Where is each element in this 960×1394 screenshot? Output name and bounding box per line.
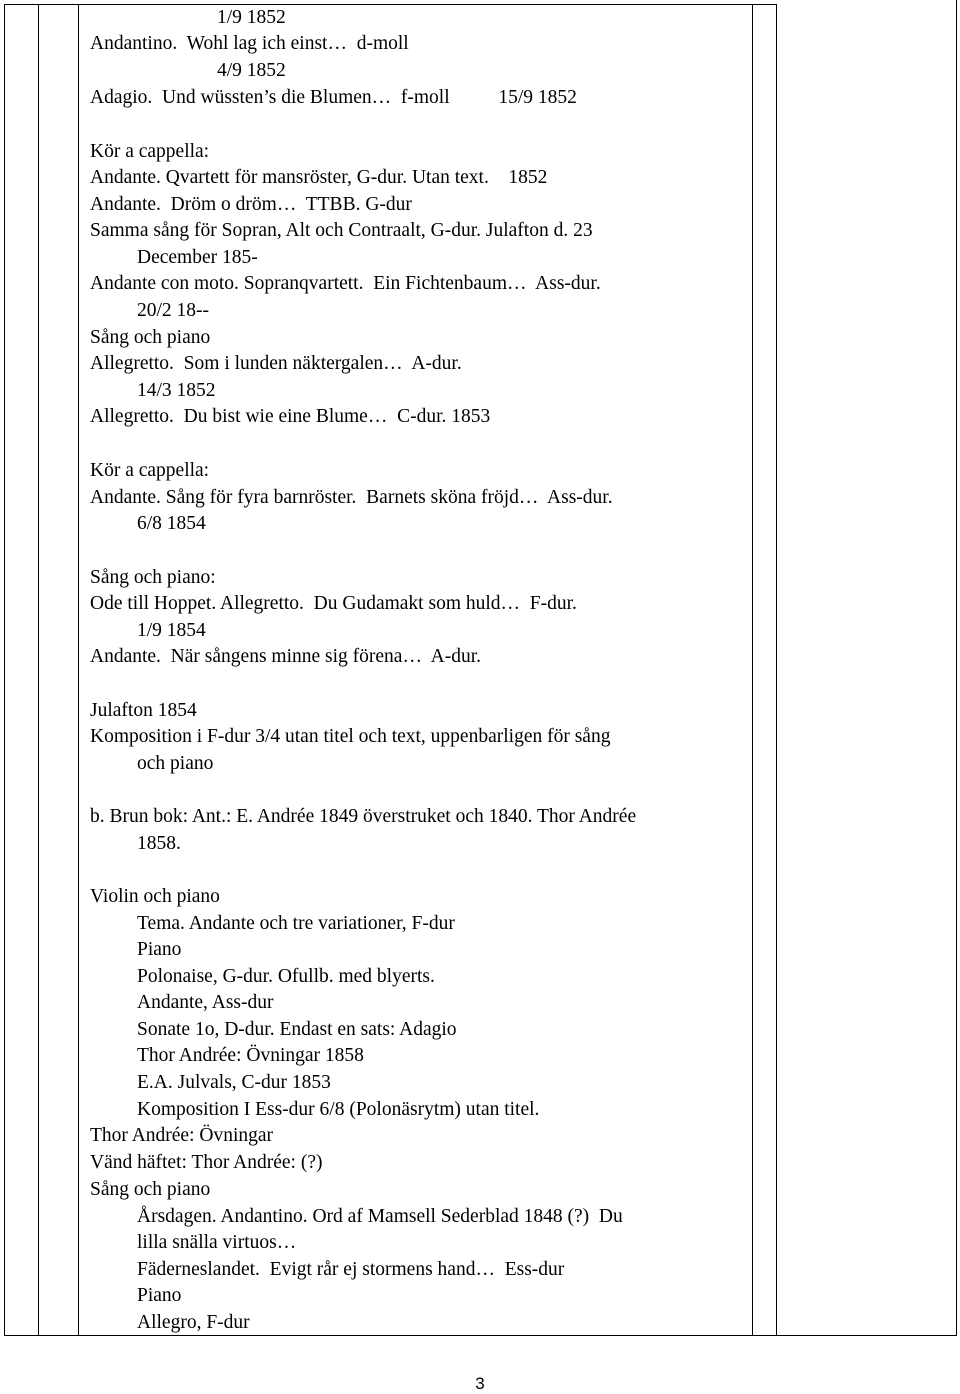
text-line: Ode till Hoppet. Allegretto. Du Gudamakt som huld… F-dur. <box>90 593 577 614</box>
text-line: Samma sång för Sopran, Alt och Contraalt, G-dur. Julafton d. 23 <box>90 220 593 241</box>
text-line: Sonate 1o, D-dur. Endast en sats: Adagio <box>137 1019 457 1040</box>
row-divider <box>777 1335 957 1336</box>
text-line: Sång och piano <box>90 1179 211 1200</box>
text-line: 4/9 1852 <box>217 60 286 81</box>
text-line: Violin och piano <box>90 886 220 907</box>
text-line: December 185- <box>137 247 258 268</box>
text-line: Andantino. Wohl lag ich einst… d-moll <box>90 33 409 54</box>
text-line: Thor Andrée: Övningar <box>90 1125 274 1146</box>
text-line: Årsdagen. Andantino. Ord af Mamsell Sederblad 1848 (?) Du <box>137 1206 623 1227</box>
text-line: Thor Andrée: Övningar 1858 <box>137 1045 364 1066</box>
text-line: Allegro, F-dur <box>137 1312 250 1333</box>
text-line: 1858. <box>137 833 181 854</box>
text-line: och piano <box>137 753 214 774</box>
text-line: Andante con moto. Sopranqvartett. Ein Fichtenbaum… Ass-dur. <box>90 273 601 294</box>
text-line: 1/9 1852 <box>217 7 286 28</box>
text-line: b. Brun bok: Ant.: E. Andrée 1849 överstruket och 1840. Thor Andrée <box>90 806 637 827</box>
column-divider <box>78 4 79 1336</box>
text-line: Allegretto. Du bist wie eine Blume… C-dur. 1853 <box>90 406 491 427</box>
text-line: Sång och piano: <box>90 567 216 588</box>
page-number: 3 <box>475 1374 485 1393</box>
text-line: Julafton 1854 <box>90 700 197 721</box>
text-line: Andante. Sång för fyra barnröster. Barnets sköna fröjd… Ass-dur. <box>90 487 613 508</box>
text-line: Tema. Andante och tre variationer, F-dur <box>137 913 455 934</box>
text-line: Andante. Dröm o dröm… TTBB. G-dur <box>90 194 412 215</box>
text-line: Komposition i F-dur 3/4 utan titel och text, uppenbarligen för sång <box>90 726 611 747</box>
text-line: Kör a cappella: <box>90 141 210 162</box>
text-line: 6/8 1854 <box>137 513 206 534</box>
text-line: Adagio. Und wüssten’s die Blumen… f-moll 15/9 1852 <box>90 87 577 108</box>
text-line: Sång och piano <box>90 327 211 348</box>
text-line: Andante, Ass-dur <box>137 992 274 1013</box>
text-line: Andante. När sångens minne sig förena… A-dur. <box>90 646 481 667</box>
text-line: Kör a cappella: <box>90 460 210 481</box>
text-line: lilla snälla virtuos… <box>137 1232 297 1253</box>
text-line: Vänd häftet: Thor Andrée: (?) <box>90 1152 323 1173</box>
text-line: Andante. Qvartett för mansröster, G-dur. Utan text. 1852 <box>90 167 548 188</box>
text-line: Piano <box>137 1285 182 1306</box>
text-line: 14/3 1852 <box>137 380 216 401</box>
text-line: Komposition I Ess-dur 6/8 (Polonäsrytm) utan titel. <box>137 1099 540 1120</box>
column-divider <box>752 4 753 1336</box>
text-line: Piano <box>137 939 182 960</box>
text-line: 20/2 18-- <box>137 300 210 321</box>
text-line: 1/9 1854 <box>137 620 206 641</box>
column-divider <box>38 4 39 1336</box>
text-line: Allegretto. Som i lunden näktergalen… A-dur. <box>90 353 462 374</box>
text-line: E.A. Julvals, C-dur 1853 <box>137 1072 331 1093</box>
text-line: Fäderneslandet. Evigt rår ej stormens hand… Ess-dur <box>137 1259 565 1280</box>
text-line: Polonaise, G-dur. Ofullb. med blyerts. <box>137 966 435 987</box>
column-divider <box>956 0 957 1336</box>
